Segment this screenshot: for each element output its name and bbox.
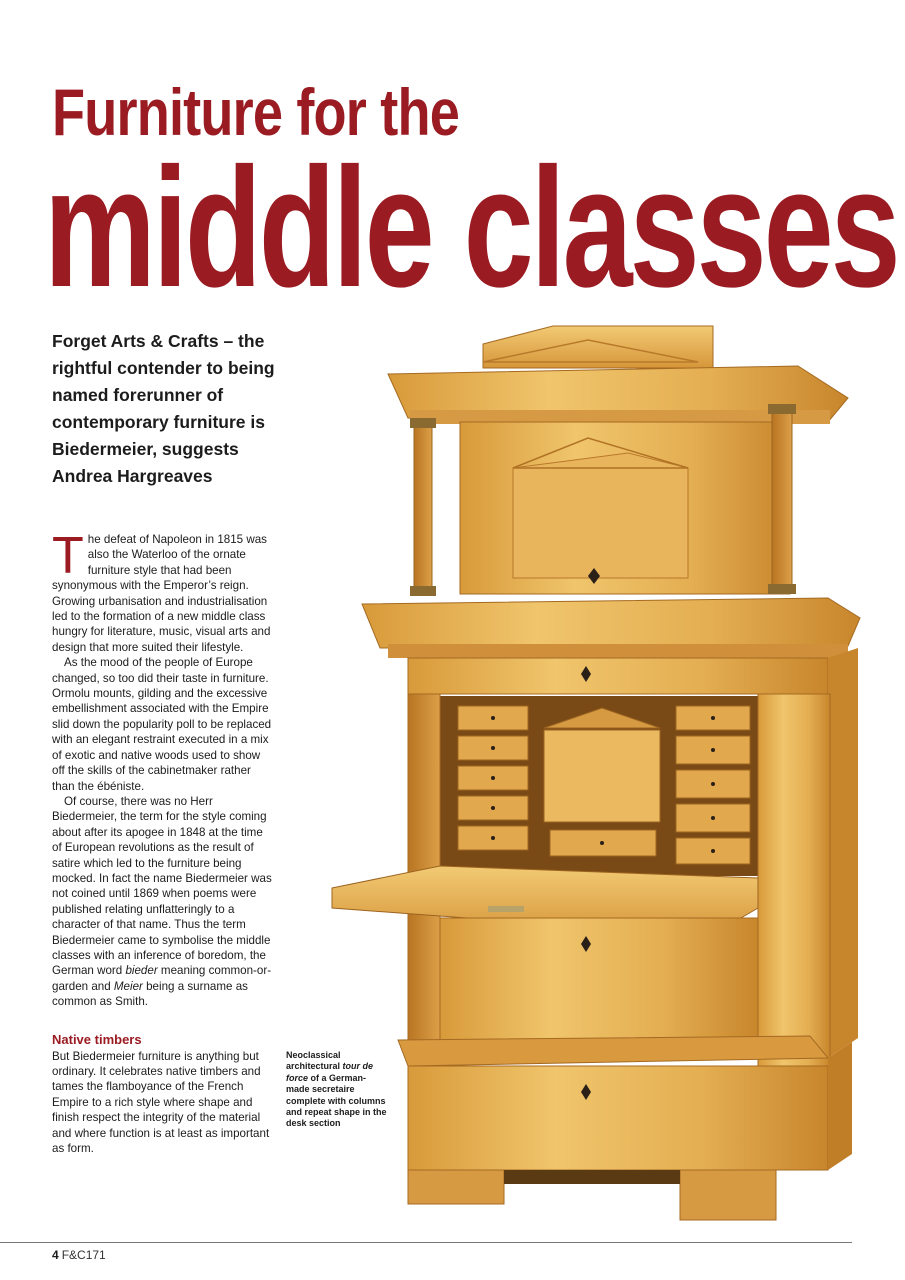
headline-line-2: middle classes	[44, 133, 898, 323]
secretaire-photo	[328, 318, 862, 1228]
caption-text-b: of a German-made secretaire complete with columns and repeat shape in the desk section	[286, 1072, 387, 1129]
central-door	[544, 730, 660, 822]
drop-cap: T	[52, 527, 84, 585]
standfirst: Forget Arts & Crafts – the rightful contender to being named forerunner of contemporary furniture is Biedermeier, suggests Andrea Hargreaves	[52, 331, 275, 486]
page-footer	[52, 1248, 106, 1262]
page-number: 4	[52, 1248, 59, 1262]
paragraph-3-text-c: being a surname as common as Smith.	[52, 979, 248, 1009]
footer-rule	[0, 1242, 852, 1243]
headline-line-1: Furniture for the	[52, 75, 459, 149]
right-column	[772, 410, 792, 590]
paragraph-3-text-b: meaning common-or-garden and	[52, 964, 272, 993]
caption-italic: tour de force	[286, 1061, 374, 1083]
subhead-native-timbers: Native timbers	[52, 1031, 142, 1047]
paragraph-4: But Biedermeier furniture is anything but ordinary. It celebrates native timbers and tames the flamboyance of the French Empire to a rich style where shape and finish respect the integrity of the material and where function is at least as important as form.	[52, 1049, 270, 1156]
top-drawer	[408, 658, 828, 694]
magazine-issue: F&C171	[61, 1248, 106, 1262]
middle-cornice	[362, 598, 860, 648]
article-body	[52, 527, 274, 1156]
bottom-drawer	[408, 1066, 828, 1170]
word-bieder: bieder	[125, 964, 158, 978]
paragraph-3	[52, 794, 274, 1010]
caption-text-a: Neoclassical architectural	[286, 1050, 343, 1072]
paragraph-1-text: he defeat of Napoleon in 1815 was also the Waterloo of the ornate furniture style that had been synonymous with the Emperor’s reign. Growing urbanisation and industrialisation led to the formation of a new middle class hungry for literature, music, visual arts and design that more suited their lifestyle.	[52, 533, 271, 654]
paragraph-2: As the mood of the people of Europe changed, so too did their taste in furniture. Ormolu mounts, gilding and the excessive embellishment associated with the Empire slid down the popularity poll to be replaced with an elegant restraint executed in a mix of exotic and native woods used to show off the skills of the cabinetmaker rather than the ébéniste.	[52, 656, 272, 793]
paragraph-1	[52, 527, 274, 655]
left-column	[414, 426, 432, 594]
word-meier: Meier	[113, 979, 143, 993]
paragraph-3-text-a: Of course, there was no Herr Biedermeier, the term for the style coming about after its apogee in 1848 at the time of European revolutions as the result of satire which led to the furniture being mocked. In fact the name Biedermeier was not coined until 1869 when poems were published relating unflatteringly to a character of that name. Thus the term Biedermeier came to symbolise the middle classes with an inference of boredom, the German word	[52, 794, 272, 978]
side-panel	[828, 648, 858, 1058]
